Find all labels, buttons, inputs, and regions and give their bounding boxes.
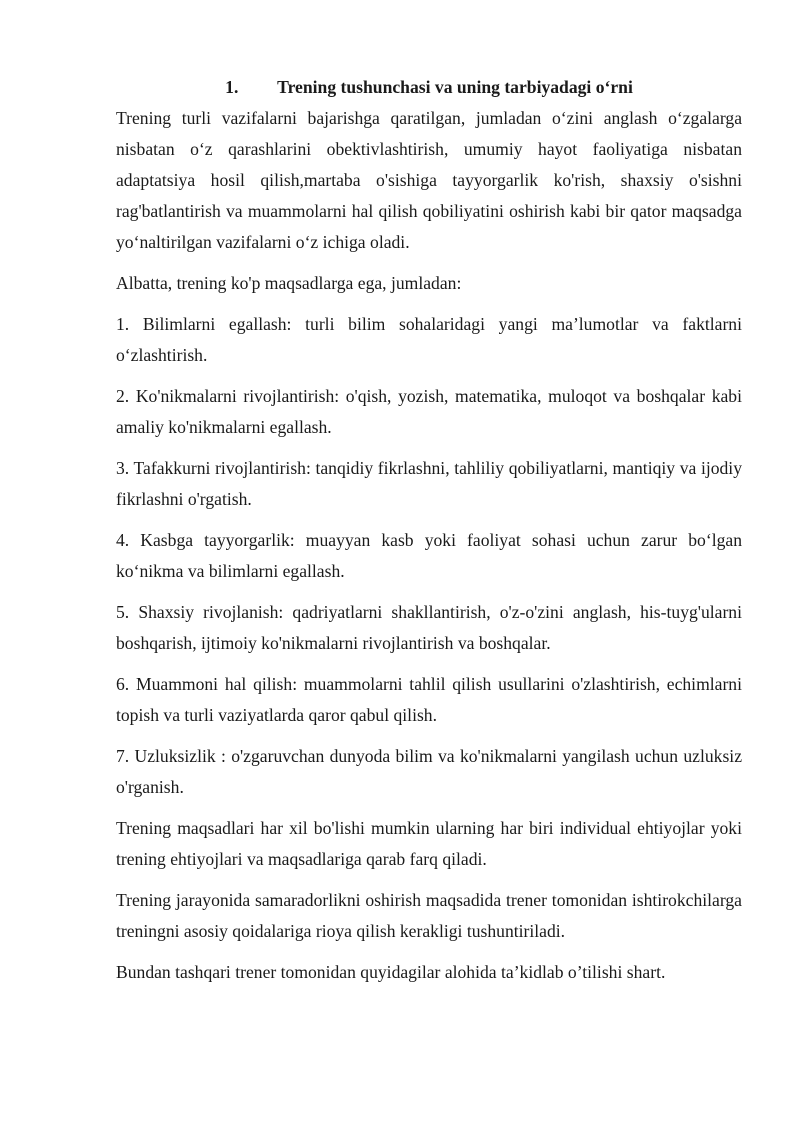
list-item-career: 4. Kasbga tayyorgarlik: muayyan kasb yoki faoliyat sohasi uchun zarur bo‘lgan ko‘nikma va bilimlarni egallash.	[116, 530, 742, 581]
paragraph-intro: Trening turli vazifalarni bajarishga qaratilgan, jumladan o‘zini anglash o‘zgalarga nisbatan o‘z qarashlarini obektivlashtirish, umumiy hayot faoliyatiga nisbatan adaptatsiya hosil qilish,martaba o'sishiga tayyorgarlik ko'rish, shaxsiy o'sishni rag'batlantirish va muammolarni hal qilish qobiliyatini oshirish kabi bir qator maqsadga yo‘naltirilgan vazifalarni o‘z ichiga oladi.	[116, 108, 742, 252]
list-item-skills: 2. Ko'nikmalarni rivojlantirish: o'qish, yozish, matematika, muloqot va boshqalar kabi amaliy ko'nikmalarni egallash.	[116, 386, 742, 437]
section-title: Trening tushunchasi va uning tarbiyadagi o‘rni	[277, 77, 633, 97]
document-page	[116, 72, 742, 998]
list-item-knowledge: 1. Bilimlarni egallash: turli bilim sohalaridagi yangi ma’lumotlar va faktlarni o‘zlashtirish.	[116, 314, 742, 365]
paragraph-trainer-rules: Trening jarayonida samaradorlikni oshirish maqsadida trener tomonidan ishtirokchilarga treningni asosiy qoidalariga rioya qilish kerakligi tushuntiriladi.	[116, 890, 742, 941]
list-item-problem-solving: 6. Muammoni hal qilish: muammolarni tahlil qilish usullarini o'zlashtirish, echimlarni topish va turli vaziyatlarda qaror qabul qilish.	[116, 674, 742, 725]
section-heading	[116, 72, 742, 103]
list-item-personal: 5. Shaxsiy rivojlanish: qadriyatlarni shakllantirish, o'z-o'zini anglash, his-tuyg'ularni boshqarish, ijtimoiy ko'nikmalarni rivojlantirish va boshqalar.	[116, 602, 742, 653]
paragraph-emphasis: Bundan tashqari trener tomonidan quyidagilar alohida ta’kidlab o’tilishi shart.	[116, 962, 666, 982]
section-number: 1.	[225, 77, 239, 97]
paragraph-goals-vary: Trening maqsadlari har xil bo'lishi mumkin ularning har biri individual ehtiyojlar yoki trening ehtiyojlari va maqsadlariga qarab farq qiladi.	[116, 818, 742, 869]
paragraph-goals-lead: Albatta, trening ko'p maqsadlarga ega, jumladan:	[116, 273, 462, 293]
list-item-continuity: 7. Uzluksizlik : o'zgaruvchan dunyoda bilim va ko'nikmalarni yangilash uchun uzluksiz o'rganish.	[116, 746, 742, 797]
list-item-thinking: 3. Tafakkurni rivojlantirish: tanqidiy fikrlashni, tahliliy qobiliyatlarni, mantiqiy va ijodiy fikrlashni o'rgatish.	[116, 458, 742, 509]
